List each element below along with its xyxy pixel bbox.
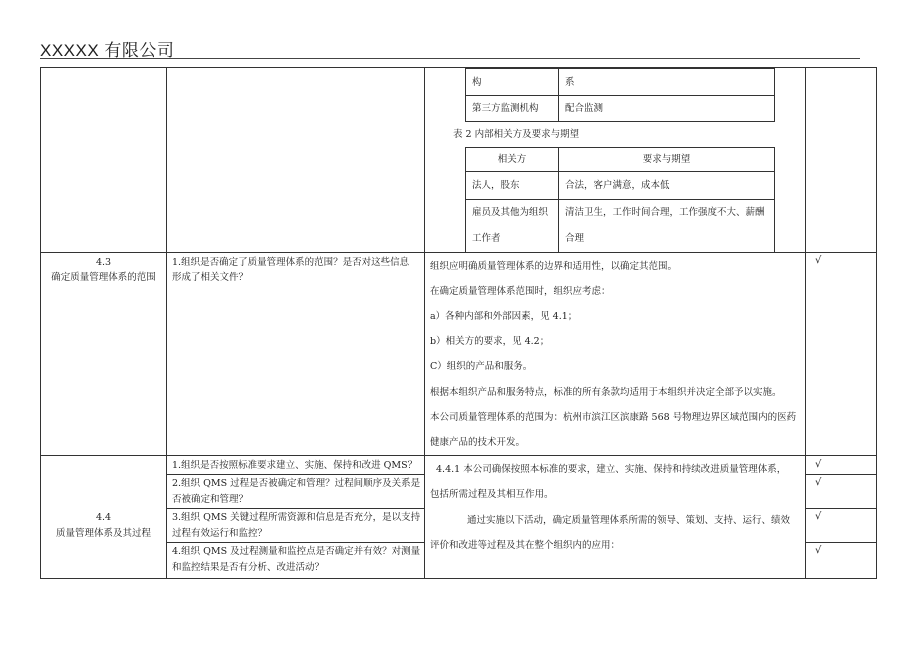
t2-head-expect: 要求与期望 <box>642 154 691 165</box>
col-divider-2 <box>424 67 425 579</box>
t2-row1-bottom <box>465 199 775 200</box>
s43-question-l2: 形成了相关文件？ <box>172 272 249 283</box>
s44-question-3-l1: 3.组织 QMS 关键过程所需资源和信息是否充分，是以支持 <box>172 512 421 523</box>
t2-head-bottom <box>465 171 775 172</box>
t1-top <box>465 68 775 69</box>
s44-checkmark-2: √ <box>815 477 822 488</box>
s44-question-4-l1: 4.组织 QMS 及过程测量和监控点是否确定并有效？对测量 <box>172 546 421 557</box>
s43-answer-line: C）组织的产品和服务。 <box>430 361 533 372</box>
s43-answer-line: 在确定质量管理体系范围时，组织应考虑： <box>430 286 611 297</box>
s44-question-4-l2: 和监控结果是否有分析、改进活动？ <box>172 562 325 573</box>
t2-row1-party: 法人，股东 <box>472 180 520 191</box>
outer-right-border <box>876 67 877 579</box>
q-divider-1 <box>166 474 425 475</box>
s43-answer-line: a）各种内部和外部因素，见 4.1； <box>430 311 578 322</box>
t1-row-b-expect: 配合监测 <box>565 103 604 114</box>
company-name: XXXXX 有限公司 <box>40 41 175 60</box>
col-divider-1 <box>166 67 167 579</box>
s43-answer-line: 健康产品的技术开发。 <box>430 437 526 448</box>
s43-clause-number: 4.3 <box>95 257 112 268</box>
s44-checkmark-1: √ <box>815 459 822 470</box>
col-divider-3 <box>805 67 806 579</box>
check-divider-1 <box>805 474 877 475</box>
t1-colsep <box>558 68 559 121</box>
s43-answer-line: 根据本组织产品和服务特点，标准的所有条款均适用于本组织并决定全部予以实施。 <box>430 387 782 398</box>
t2-right <box>774 147 775 253</box>
t1-mid <box>465 95 775 96</box>
t1-bottom <box>465 121 775 122</box>
s44-checkmark-3: √ <box>815 511 822 522</box>
s43-answer-line: b）相关方的要求，见 4.2； <box>430 336 550 347</box>
s43-answer-line: 组织应明确质量管理体系的边界和适用性，以确定其范围。 <box>430 261 678 272</box>
s43-question-l1: 1.组织是否确定了质量管理体系的范围？是否对这些信息 <box>172 257 410 268</box>
s44-question-1: 1.组织是否按照标准要求建立、实施、保持和改进 QMS？ <box>172 460 418 471</box>
s44-clause-title: 质量管理体系及其过程 <box>55 528 151 539</box>
table2-caption: 表 2 内部相关方及要求与期望 <box>453 129 580 140</box>
header-divider <box>40 58 860 59</box>
q-divider-2 <box>166 508 425 509</box>
t2-row2-party-l1: 雇员及其他为组织 <box>472 207 549 218</box>
check-divider-2 <box>805 508 877 509</box>
t1-row-a-party: 构 <box>472 77 482 88</box>
s44-answer-l3: 通过实施以下活动，确定质量管理体系所需的领导、策划、支持、运行、绩效 <box>467 515 791 526</box>
q-divider-3 <box>166 542 425 543</box>
s44-clause-number: 4.4 <box>95 512 112 523</box>
s44-answer-l2: 包括所需过程及其相互作用。 <box>430 489 554 500</box>
s43-clause-title: 确定质量管理体系的范围 <box>51 272 156 283</box>
t2-head-party: 相关方 <box>497 154 527 165</box>
t1-left <box>465 68 466 121</box>
t2-row2-party-l2: 工作者 <box>472 233 501 244</box>
t1-row-a-expect: 系 <box>565 77 575 88</box>
t2-row1-expect: 合法，客户满意，成本低 <box>565 180 670 191</box>
s43-answer-line: 本公司质量管理体系的范围为：杭州市滨江区滨康路 568 号物理边界区域范围内的医药 <box>430 412 797 423</box>
s44-checkmark-4: √ <box>815 545 822 556</box>
s44-answer-l4: 评价和改进等过程及其在整个组织内的应用： <box>430 540 621 551</box>
s44-question-2-l2: 否被确定和管理？ <box>172 494 249 505</box>
check-divider-3 <box>805 542 877 543</box>
s43-checkmark: √ <box>815 255 822 266</box>
t2-row2-expect-l2: 合理 <box>565 233 585 244</box>
t1-row-b-party: 第三方监测机构 <box>472 103 539 114</box>
s44-question-3-l2: 过程有效运行和监控？ <box>172 528 268 539</box>
outer-left-border <box>40 67 41 579</box>
t2-row2-expect-l1: 清洁卫生，工作时间合理，工作强度不大、薪酬 <box>565 207 765 218</box>
s44-answer-l1: 4.4.1 本公司确保按照本标准的要求，建立、实施、保持和持续改进质量管理体系， <box>436 464 787 475</box>
t2-top <box>465 147 775 148</box>
t1-right <box>774 68 775 121</box>
s44-question-2-l1: 2.组织 QMS 过程是否被确定和管理？过程间顺序及关系是 <box>172 478 421 489</box>
